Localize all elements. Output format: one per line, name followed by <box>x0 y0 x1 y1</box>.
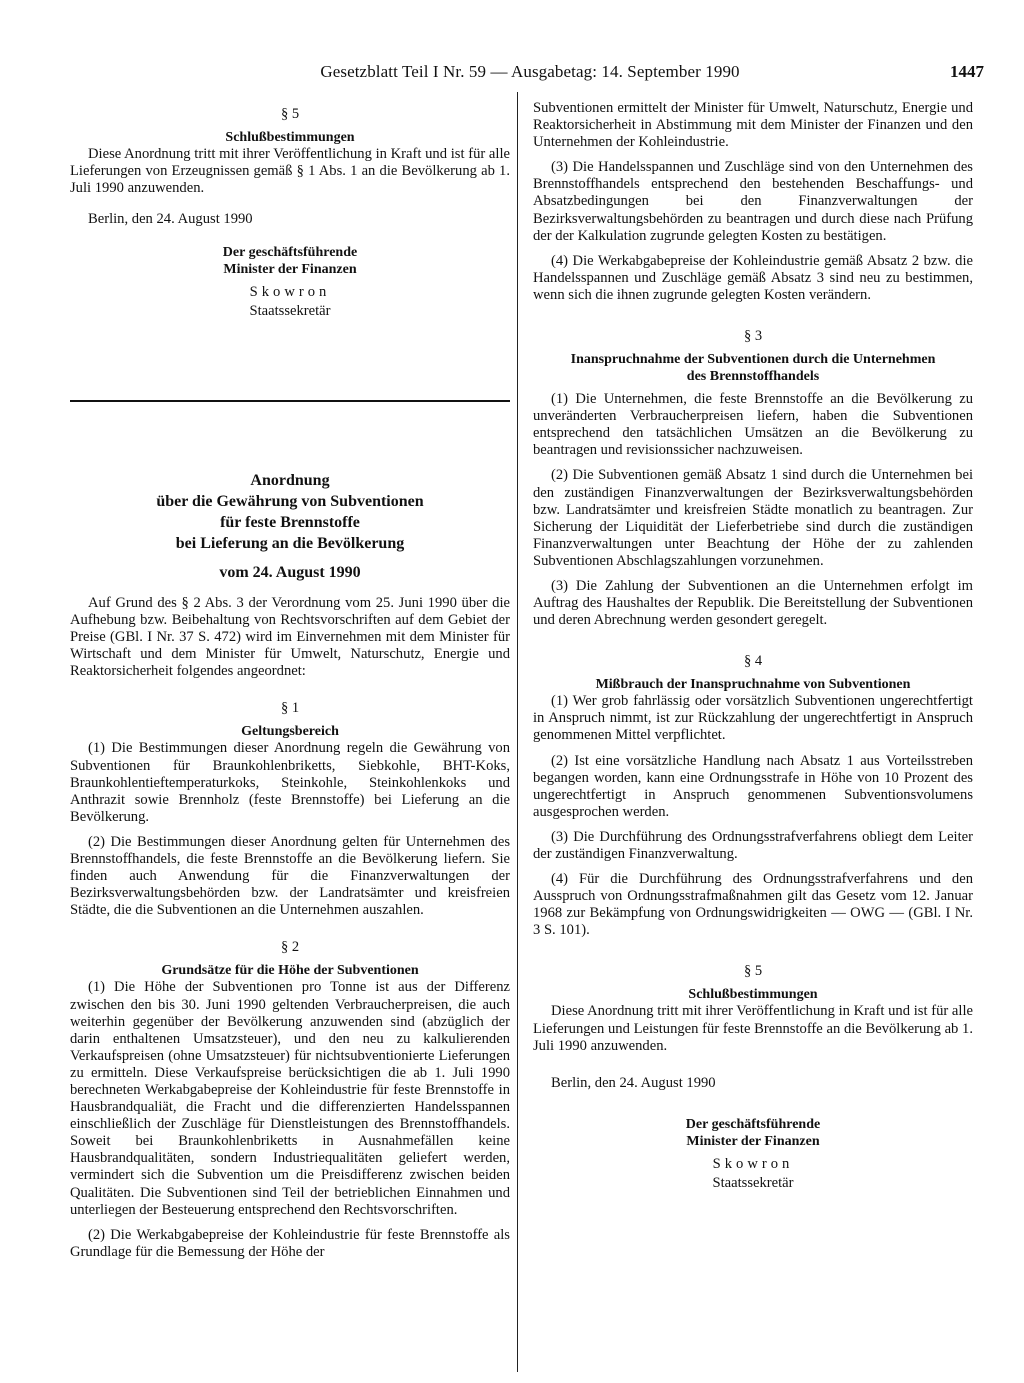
preamble: Auf Grund des § 2 Abs. 3 der Verordnung vom 25. Juni 1990 über die Aufhebung bzw. Beibehaltung von Rechtsvorschriften auf dem Gebiet der Preise (GBl. I Nr. 37 S. 472) wird im Einvernehmen mit dem Minister für Wirtschaft und dem Minister für Umwelt, Naturschutz, Energie und Reaktorsicherheit folgendes angeordnet: <box>70 595 510 680</box>
paragraph: (3) Die Zahlung der Subventionen an die Unternehmen erfolgt im Auftrag des Haushaltes der Republik. Die Bereitstellung der Subventionen und deren Abrechnung werden gesondert geregelt. <box>533 577 973 629</box>
place-date: Berlin, den 24. August 1990 <box>551 1074 716 1091</box>
right-column <box>533 100 973 1192</box>
signer-role: Der geschäftsführende <box>222 245 358 261</box>
paragraph: (1) Wer grob fahrlässig oder vorsätzlich Subventionen ungerechtfertigt in Anspruch nimmt, ist zur Rückzahlung der ungerechtfertigt in Anspruch genommenen Mittel verpflichtet. <box>533 693 973 744</box>
signer-role: Minister der Finanzen <box>223 262 357 278</box>
document-title-line: für feste Brennstoffe <box>220 514 360 531</box>
paragraph: Diese Anordnung tritt mit ihrer Veröffentlichung in Kraft und ist für alle Lieferungen und Leistungen für feste Brennstoffe an die Bevölkerung ab 1. Juli 1990 anzuwenden. <box>533 1003 973 1054</box>
running-header: Gesetzblatt Teil I Nr. 59 — Ausgabetag: 14. September 1990 <box>320 62 740 81</box>
section-number: § 1 <box>280 700 300 717</box>
document-title-line: bei Lieferung an die Bevölkerung <box>175 535 405 552</box>
section-heading: Mißbrauch der Inanspruchnahme von Subventionen <box>595 677 911 693</box>
paragraph: (2) Die Bestimmungen dieser Anordnung gelten für Unternehmen des Brennstoffhandels, die feste Brennstoffe an die Bevölkerung liefern. Sie finden auch Anwendung für die Finanzverwaltungen der Bezirksverwaltungsbehörden bzw. der Landratsämter und kreisfreien Städte, die die Subventionen an die Unternehmen auszahlen. <box>70 833 510 919</box>
page-number: 1447 <box>950 62 984 81</box>
paragraph: (2) Die Werkabgabepreise der Kohleindustrie für feste Brennstoffe als Grundlage für die Bemessung der Höhe der <box>70 1226 510 1260</box>
signer-name: Skowron <box>712 1155 794 1172</box>
paragraph: (3) Die Durchführung des Ordnungsstrafverfahrens obliegt dem Leiter der zuständigen Finanzverwaltung. <box>533 828 973 862</box>
document-date: vom 24. August 1990 <box>219 564 361 581</box>
document-title-line: Anordnung <box>250 472 330 489</box>
section-number: § 2 <box>280 939 300 956</box>
column-divider <box>517 92 518 1372</box>
section-heading: Inanspruchnahme der Subventionen durch die Unternehmen <box>570 352 936 368</box>
left-column-new-document <box>70 470 510 1269</box>
section-heading: Grundsätze für die Höhe der Subventionen <box>161 963 419 979</box>
section-heading: des Brennstoffhandels <box>686 369 820 385</box>
section-number: § 4 <box>743 653 763 670</box>
document-separator-rule <box>70 400 510 402</box>
paragraph: (1) Die Unternehmen, die feste Brennstoffe an die Bevölkerung zu unveränderten Verbraucherpreisen liefern, haben die Subventionen entsprechend den tatsächlichen Umsätzen an die Bevölkerung zu beantragen und revisionssicher nachzuweisen. <box>533 391 973 459</box>
signer-role: Der geschäftsführende <box>685 1116 821 1132</box>
paragraph: (2) Ist eine vorsätzliche Handlung nach Absatz 1 aus Vorteilsstreben begangen worden, kann eine Ordnungsstrafe in Höhe von 10 Prozent des ungerechtfertigt in Anspruch genommenen Subventionsvolumens ausgesprochen werden. <box>533 752 973 820</box>
document-title-line: über die Gewährung von Subventionen <box>156 493 424 510</box>
signer-title: Staatssekretär <box>712 1174 794 1191</box>
paragraph: (2) Die Subventionen gemäß Absatz 1 sind durch die Unternehmen bei den zuständigen Finanzverwaltungen der Bezirksverwaltungsbehörden bzw. Landratsämter und kreisfreien Städte monatlich zu beantragen. Zur Sicherung der Liquidität der Lieferbetriebe sind durch die zuständigen Finanzverwaltungen unter Beachtung der Höhe der zu zahlenden Subventionen Abschlagszahlungen vorzunehmen. <box>533 467 973 569</box>
left-column <box>70 100 510 320</box>
signer-role: Minister der Finanzen <box>686 1133 820 1149</box>
paragraph: (1) Die Höhe der Subventionen pro Tonne ist aus der Differenz zwischen den bis 30. Juni 1990 geltenden Verbraucherpreisen, die auch weiterhin gegenüber der Bevölkerung anzuwenden sind (abzüglich der darin enthaltenen Umsatzsteuer), und den neu zu kalkulierenden Verkaufspreisen (ohne Umsatzsteuer) für nichtsubventionierte Lieferungen zu ermitteln. Diese Verkaufspreise berücksichtigen die ab 1. Juli 1990 berechneten Werkabgabepreise der Kohleindustrie für feste Brennstoffe in Hausbrandqualiät, die Fracht und die differenzierten Handelsspannen einschließlich der Zuschläge für Dienstleistungen des Brennstoffhandels. Soweit bei Braunkohlenbriketts in Ausnahmefällen keine Hausbrandqualitäten, sondern Industriequalitäten geliefert werden, vermindert sich die Subvention um die Preisdifferenz zwischen beiden Qualitäten. Die Subventionen sind Teil der betrieblichen Einnahmen und unterliegen der Besteuerung entsprechend den Rechtsvorschriften. <box>70 979 510 1218</box>
paragraph: (1) Die Bestimmungen dieser Anordnung regeln die Gewährung von Subventionen für Braunkohlenbriketts, Siebkohle, BHT-Koks, Braunkohlentieftemperaturkoks, Steinkohle, Steinkohlenkoks und Anthrazit sowie Brennholz (feste Brennstoffe) bei Lieferung an die Bevölkerung. <box>70 740 510 825</box>
section-heading: Schlußbestimmungen <box>225 130 355 145</box>
paragraph: (4) Die Werkabgabepreise der Kohleindustrie gemäß Absatz 2 bzw. die Handelsspannen und Zuschläge gemäß Absatz 3 sind neu zu bestimmen, wenn sich die ihnen zugrunde gelegten Kosten verändern. <box>533 252 973 303</box>
paragraph-continuation: Subventionen ermittelt der Minister für Umwelt, Naturschutz, Energie und Reaktorsicherheit in Abstimmung mit dem Minister der Finanzen und den Unternehmen der Kohleindustrie. <box>533 100 973 151</box>
paragraph: (4) Für die Durchführung des Ordnungsstrafverfahrens und den Ausspruch von Ordnungsstrafmaßnahmen gilt das Gesetz vom 12. Januar 1968 zur Bekämpfung von Ordnungswidrigkeiten — OWG — (GBl. I Nr. 3 S. 101). <box>533 871 973 939</box>
paragraph: (3) Die Handelsspannen und Zuschläge sind von den Unternehmen des Brennstoffhandels entsprechend den bestehenden Beschaffungs- und Absatzbedingungen bei den Finanzverwaltungen der Bezirksverwaltungsbehörden zu beantragen und durch diese nach Prüfung der der Kalkulation zugrunde gelegten Kosten zu bestätigen. <box>533 159 973 244</box>
section-heading: Schlußbestimmungen <box>688 987 818 1003</box>
place-date: Berlin, den 24. August 1990 <box>88 211 253 228</box>
section-heading: Geltungsbereich <box>241 724 339 740</box>
section-number: § 3 <box>743 328 763 345</box>
paragraph: Diese Anordnung tritt mit ihrer Veröffentlichung in Kraft und ist für alle Lieferungen von Erzeugnissen gemäß § 1 Abs. 1 an die Bevölkerung ab 1. Juli 1990 anzuwenden. <box>70 146 510 197</box>
section-number: § 5 <box>280 106 300 122</box>
signer-title: Staatssekretär <box>249 303 331 320</box>
section-number: § 5 <box>743 963 763 980</box>
signer-name: Skowron <box>249 284 331 301</box>
